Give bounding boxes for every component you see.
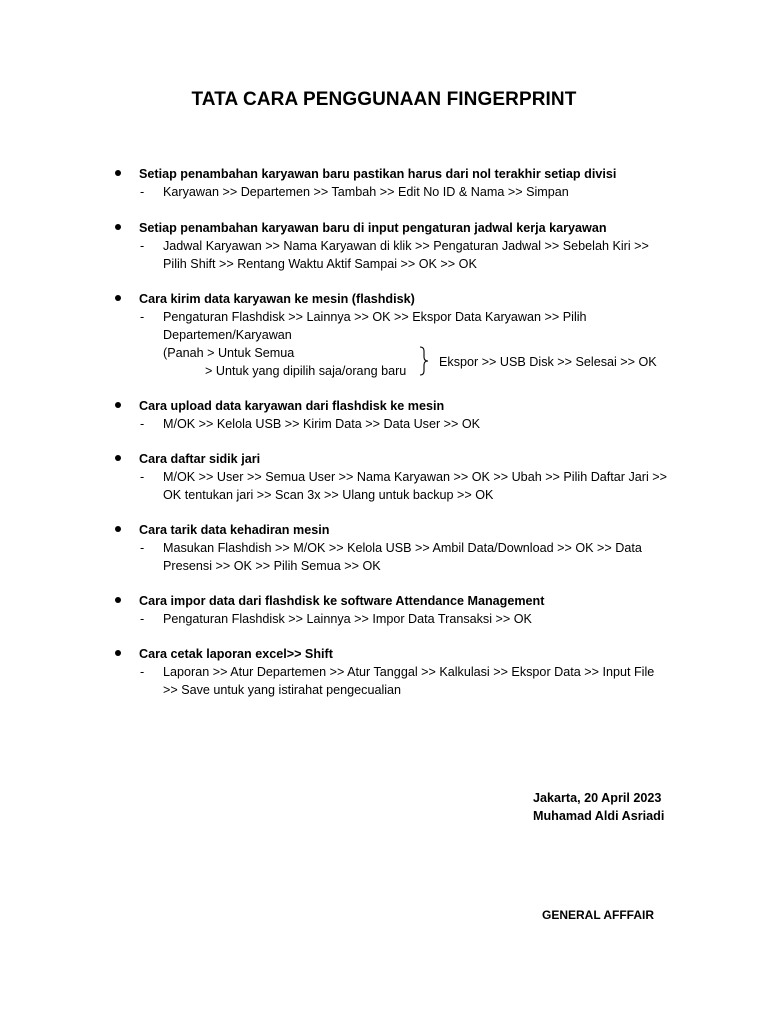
ekspor-steps: Ekspor >> USB Disk >> Selesai >> OK: [439, 355, 657, 369]
step-line: M/OK >> Kelola USB >> Kirim Data >> Data User >> OK: [163, 417, 481, 431]
procedure-section: [0, 521, 768, 575]
step-line: Pengaturan Flashdisk >> Lainnya >> OK >> Ekspor Data Karyawan >> Pilih: [163, 310, 587, 324]
bullet-icon: [115, 224, 121, 230]
procedure-step: [0, 183, 768, 201]
step-line: Pengaturan Flashdisk >> Lainnya >> Impor Data Transaksi >> OK: [163, 612, 532, 626]
step-line: >> Save untuk yang istirahat pengecualian: [163, 683, 402, 697]
procedure-heading-row: [0, 645, 768, 663]
procedure-section: [0, 219, 768, 273]
step-line: Departemen/Karyawan: [163, 328, 292, 342]
procedure-heading-row: [0, 219, 768, 237]
panah-options: [0, 344, 768, 380]
dash-marker: -: [140, 470, 145, 484]
dash-marker: -: [140, 310, 145, 324]
dash-marker: -: [140, 185, 145, 199]
procedure-heading: Cara impor data dari flashdisk ke software Attendance Management: [139, 594, 545, 608]
step-line: OK tentukan jari >> Scan 3x >> Ulang untuk backup >> OK: [163, 488, 494, 502]
bullet-icon: [115, 170, 121, 176]
procedure-heading-row: [0, 397, 768, 415]
step-line: Masukan Flashdish >> M/OK >> Kelola USB >> Ambil Data/Download >> OK >> Data: [163, 541, 642, 555]
procedure-section: [0, 592, 768, 628]
step-line: Karyawan >> Departemen >> Tambah >> Edit No ID & Nama >> Simpan: [163, 185, 569, 199]
procedure-section: [0, 290, 768, 380]
panah-option-selected: > Untuk yang dipilih saja/orang baru: [205, 364, 407, 378]
department-footer: GENERAL AFFFAIR: [542, 908, 655, 922]
procedure-heading: Cara daftar sidik jari: [139, 452, 261, 466]
procedure-heading-row: [0, 165, 768, 183]
step-line: Pilih Shift >> Rentang Waktu Aktif Sampai >> OK >> OK: [163, 257, 477, 271]
step-line: Laporan >> Atur Departemen >> Atur Tanggal >> Kalkulasi >> Ekspor Data >> Input File: [163, 665, 655, 679]
bullet-icon: [115, 402, 121, 408]
procedure-heading: Cara cetak laporan excel>> Shift: [139, 647, 333, 661]
procedure-step: [0, 468, 768, 504]
procedure-section: [0, 165, 768, 201]
procedure-section: [0, 450, 768, 504]
procedure-heading: Setiap penambahan karyawan baru pastikan harus dari nol terakhir setiap divisi: [139, 167, 617, 181]
procedure-step: [0, 237, 768, 273]
bullet-icon: [115, 295, 121, 301]
document-title: TATA CARA PENGGUNAAN FINGERPRINT: [191, 89, 577, 110]
dash-marker: -: [140, 239, 145, 253]
panah-option-all: (Panah > Untuk Semua: [163, 346, 295, 360]
curly-brace-icon: [418, 346, 432, 376]
dash-marker: -: [140, 541, 145, 555]
procedure-step: [0, 415, 768, 433]
step-line: M/OK >> User >> Semua User >> Nama Karyawan >> OK >> Ubah >> Pilih Daftar Jari >>: [163, 470, 667, 484]
procedure-heading: Cara tarik data kehadiran mesin: [139, 523, 330, 537]
procedure-step: [0, 610, 768, 628]
bullet-icon: [115, 597, 121, 603]
bullet-icon: [115, 455, 121, 461]
procedure-heading: Cara kirim data karyawan ke mesin (flashdisk): [139, 292, 415, 306]
procedure-section: [0, 397, 768, 433]
bullet-icon: [115, 650, 121, 656]
procedure-heading-row: [0, 450, 768, 468]
step-line: Presensi >> OK >> Pilih Semua >> OK: [163, 559, 381, 573]
dash-marker: -: [140, 417, 145, 431]
procedure-step: [0, 308, 768, 344]
procedure-heading: Cara upload data karyawan dari flashdisk ke mesin: [139, 399, 445, 413]
procedure-heading: Setiap penambahan karyawan baru di input pengaturan jadwal kerja karyawan: [139, 221, 607, 235]
procedure-heading-row: [0, 521, 768, 539]
procedure-section: [0, 645, 768, 699]
procedure-step: [0, 539, 768, 575]
step-line: Jadwal Karyawan >> Nama Karyawan di klik >> Pengaturan Jadwal >> Sebelah Kiri >>: [163, 239, 649, 253]
procedure-heading-row: [0, 592, 768, 610]
signature-name: Muhamad Aldi Asriadi: [533, 809, 665, 823]
dash-marker: -: [140, 665, 145, 679]
procedure-heading-row: [0, 290, 768, 308]
dash-marker: -: [140, 612, 145, 626]
procedure-step: [0, 663, 768, 699]
signature-block: [533, 789, 664, 825]
signature-place-date: Jakarta, 20 April 2023: [533, 791, 662, 805]
bullet-icon: [115, 526, 121, 532]
